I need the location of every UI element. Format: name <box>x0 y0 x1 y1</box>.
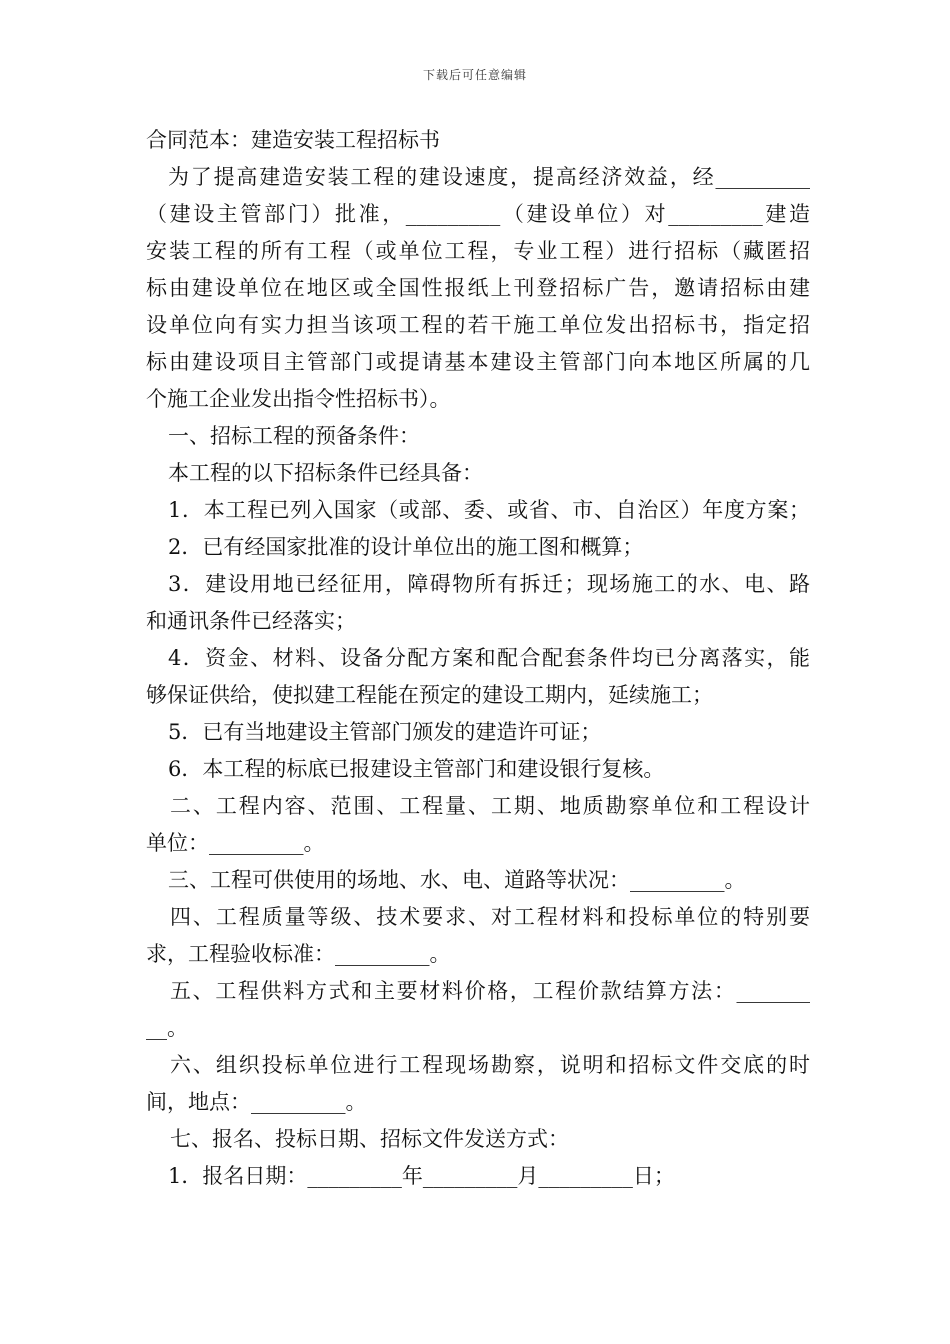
section-heading-continued: 间，地点：_________。 <box>146 1090 367 1114</box>
section-heading: 一、招标工程的预备条件： <box>168 424 420 448</box>
paragraph-line: （建设主管部门）批准，_________（建设单位）对_________建造 <box>146 202 810 226</box>
section-heading-continued: 求，工程验收标准：_________。 <box>146 942 451 966</box>
section-heading: 四、工程质量等级、技术要求、对工程材料和投标单位的特别要 <box>170 905 810 929</box>
list-item: 6．本工程的标底已报建设主管部门和建设银行复核。 <box>168 757 665 781</box>
list-item-continued: 够保证供给，使拟建工程能在预定的建设工期内，延续施工； <box>146 683 713 707</box>
paragraph-line: 个施工企业发出指令性招标书）。 <box>146 387 451 411</box>
section-heading: 二、工程内容、范围、工程量、工期、地质勘察单位和工程设计 <box>170 794 810 818</box>
page-header-note: 下载后可任意编辑 <box>422 68 527 82</box>
document-title: 合同范本：建造安装工程招标书 <box>146 128 440 152</box>
list-item: 2．已有经国家批准的设计单位出的施工图和概算； <box>168 535 644 559</box>
section-heading: 三、工程可供使用的场地、水、电、道路等状况：_________。 <box>168 868 746 892</box>
list-item-continued: 和通讯条件已经落实； <box>146 609 356 633</box>
list-item: 3．建设用地已经征用，障碍物所有拆迁；现场施工的水、电、路 <box>168 572 810 596</box>
list-item: 1．报名日期：_________年_________月_________日； <box>168 1164 675 1188</box>
list-item: 4．资金、材料、设备分配方案和配合配套条件均已分离落实，能 <box>168 646 810 670</box>
paragraph-line: 标由建设单位在地区或全国性报纸上刊登招标广告，邀请招标由建 <box>146 276 810 300</box>
list-item: 1．本工程已列入国家（或部、委、或省、市、自治区）年度方案； <box>168 498 810 522</box>
paragraph-line: 为了提高建造安装工程的建设速度，提高经济效益，经_________ <box>168 165 810 189</box>
section-heading: 六、组织投标单位进行工程现场勘察，说明和招标文件交底的时 <box>170 1053 810 1077</box>
section-heading: 五、工程供料方式和主要材料价格，工程价款结算方法：_______ <box>170 979 810 1003</box>
paragraph-line: 本工程的以下招标条件已经具备： <box>168 461 483 485</box>
paragraph-line: 标由建设项目主管部门或提请基本建设主管部门向本地区所属的几 <box>146 350 810 374</box>
paragraph-line: 设单位向有实力担当该项工程的若干施工单位发出招标书，指定招 <box>146 313 810 337</box>
list-item: 5．已有当地建设主管部门颁发的建造许可证； <box>168 720 602 744</box>
paragraph-line: 安装工程的所有工程（或单位工程，专业工程）进行招标（藏匿招 <box>146 239 810 263</box>
section-heading-continued: 单位：_________。 <box>146 831 325 855</box>
section-heading-continued: __。 <box>146 1016 188 1040</box>
section-heading: 七、报名、投标日期、招标文件发送方式： <box>170 1127 569 1151</box>
document-body <box>146 122 810 1195</box>
